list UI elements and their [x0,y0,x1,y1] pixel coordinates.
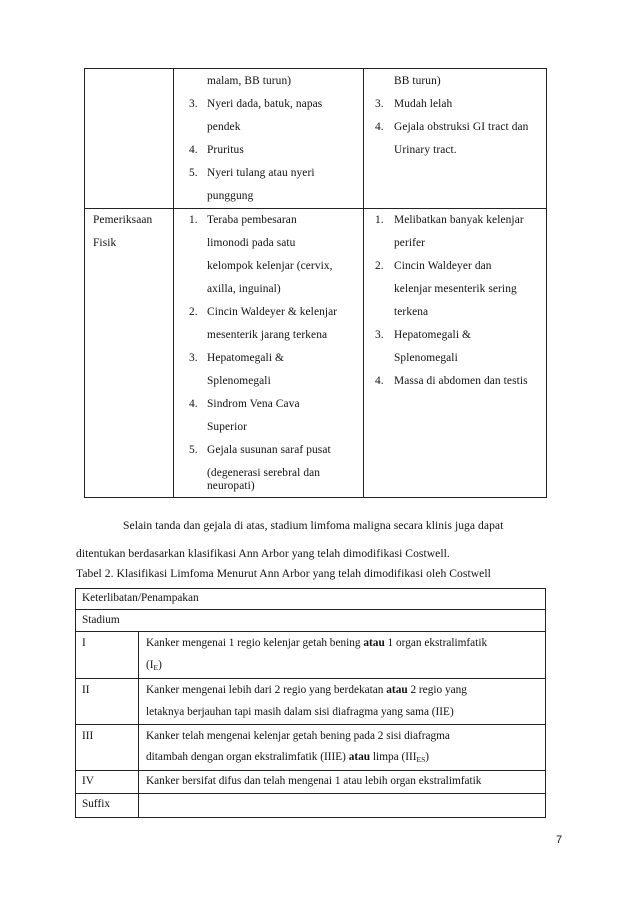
list-number: 4. [375,375,384,387]
table-cell-line: terkena [394,306,429,318]
list-number: 1. [189,214,198,226]
table-divider [173,69,174,497]
table-cell-line: Hepatomegali & [207,352,284,364]
table-cell-line: Splenomegali [394,352,458,364]
ann-arbor-table [75,588,546,818]
desc-text: Kanker mengenai 1 regio kelenjar getah bening [146,637,364,649]
stage-description [146,775,544,787]
stage-description [146,730,544,742]
desc-text: Kanker mengenai lebih dari 2 regio yang berdekatan [146,684,387,696]
table-cell-line: perifer [394,237,426,249]
table-caption: Tabel 2. Klasifikasi Limfoma Menurut Ann Arbor yang telah dimodifikasi oleh Costwell [76,567,491,580]
table-cell-line: Splenomegali [207,375,271,387]
desc-text: letaknya berjauhan tapi masih dalam sisi diafragma yang sama (IIE) [146,706,454,718]
list-number: 1. [375,214,384,226]
table-divider [76,724,545,725]
stage-label: Suffix [82,798,111,810]
table-cell-line: Sindrom Vena Cava [207,398,300,410]
table-header: Stadium [82,614,120,626]
symptoms-table [84,68,547,498]
table-cell-line: kelompok kelenjar (cervix, [207,260,333,272]
emphasis-word: atau [348,751,371,763]
list-number: 3. [375,98,384,110]
desc-text: Kanker telah mengenai kelenjar getah bening pada 2 sisi diafragma [146,730,450,742]
table-cell-line: axilla, inguinal) [207,283,281,295]
table-divider [138,631,139,817]
table-divider [76,631,545,632]
stage-description [146,637,544,649]
table-divider [363,69,364,497]
stage-description [146,751,544,764]
table-cell-line: (degenerasi serebral dan [207,467,321,479]
desc-text: 2 regio yang [407,684,467,696]
subscript: ES [416,755,426,764]
table-cell-line: Mudah lelah [394,98,453,110]
table-divider [76,793,545,794]
table-cell-line: Gejala susunan saraf pusat [207,444,331,456]
list-number: 5. [189,444,198,456]
table-cell-line: Gejala obstruksi GI tract dan [394,121,529,133]
table-cell-line: Urinary tract. [394,144,457,156]
desc-text: 1 organ ekstralimfatik [384,637,488,649]
table-divider [76,609,545,610]
list-number: 3. [189,98,198,110]
table-cell-line: Teraba pembesaran [207,214,297,226]
list-number: 5. [189,167,198,179]
desc-text: Kanker bersifat difus dan telah mengenai 1 atau lebih organ ekstralimfatik [146,775,482,787]
table-divider [76,678,545,679]
table-cell-line: Melibatkan banyak kelenjar [394,214,524,226]
table-divider [85,208,546,209]
desc-text: ) [425,751,430,763]
desc-text: ) [158,659,162,671]
list-number: 4. [189,144,198,156]
table-cell-line: BB turun) [394,75,441,87]
list-number: 4. [189,398,198,410]
desc-text: (I [146,659,154,671]
table-cell-line: Superior [207,421,248,433]
table-cell-line: Cincin Waldeyer dan [394,260,492,272]
stage-label: IV [82,775,94,787]
table-cell-line: pendek [207,121,241,133]
table-cell-line: mesenterik jarang terkena [207,329,328,341]
table-cell-line: neuropati) [207,480,255,492]
table-cell-line: Hepatomegali & [394,329,471,341]
list-number: 2. [375,260,384,272]
emphasis-word: atau [386,684,408,696]
table-divider [76,770,545,771]
list-number: 3. [375,329,384,341]
stage-description [146,684,544,696]
stage-description [146,706,544,718]
body-paragraph-line: ditentukan berdasarkan klasifikasi Ann Arbor yang telah dimodifikasi Costwell. [76,547,450,560]
table-cell-line: punggung [207,190,254,202]
table-header: Keterlibatan/Penampakan [82,592,199,604]
table-cell-line: Nyeri tulang atau nyeri [207,167,315,179]
list-number: 3. [189,352,198,364]
stage-description [146,659,544,672]
row-label: Fisik [93,237,117,249]
body-paragraph-line: Selain tanda dan gejala di atas, stadium limfoma maligna secara klinis juga dapat [123,519,504,532]
emphasis-word: atau [363,637,385,649]
table-cell-line: limonodi pada satu [207,237,296,249]
row-label: Pemeriksaan [93,214,153,226]
stage-label: II [82,684,90,696]
desc-text: ditambah dengan organ ekstralimfatik (IIIE) [146,751,349,763]
stage-label: III [82,730,94,742]
page-number: 7 [556,834,563,846]
table-cell-line: Massa di abdomen dan testis [394,375,528,387]
table-cell-line: Nyeri dada, batuk, napas [207,98,323,110]
table-cell-line: malam, BB turun) [207,75,292,87]
desc-text: limpa (III [370,751,417,763]
subscript: E [153,663,159,672]
table-cell-line: Cincin Waldeyer & kelenjar [207,306,338,318]
table-cell-line: Pruritus [207,144,244,156]
table-cell-line: kelenjar mesenterik sering [394,283,517,295]
list-number: 2. [189,306,198,318]
stage-label: I [82,637,86,649]
list-number: 4. [375,121,384,133]
